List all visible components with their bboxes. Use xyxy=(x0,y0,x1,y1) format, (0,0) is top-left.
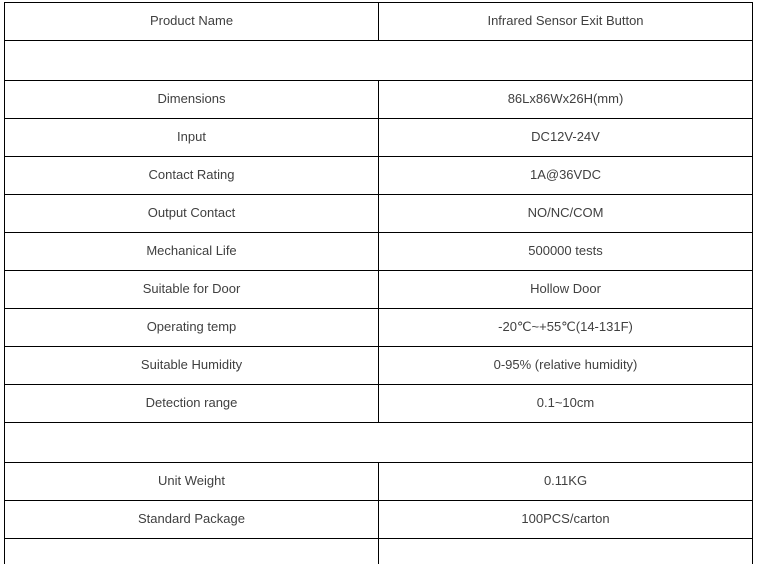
spec-label-cell: Dimensions xyxy=(5,81,379,119)
spec-label-cell: Detection range xyxy=(5,385,379,423)
table-row xyxy=(5,119,753,157)
table-row xyxy=(5,195,753,233)
table-row xyxy=(5,463,753,501)
table-spacer-cell xyxy=(5,423,753,463)
spec-value-cell: 500000 tests xyxy=(379,233,753,271)
spec-label-cell: Unit Weight xyxy=(5,463,379,501)
table-row xyxy=(5,3,753,41)
spec-value-cell: 0-95% (relative humidity) xyxy=(379,347,753,385)
spec-label-cell: Contact Rating xyxy=(5,157,379,195)
table-row xyxy=(5,539,753,564)
spec-value-cell: Hollow Door xyxy=(379,271,753,309)
spec-value-cell: 86Lx86Wx26H(mm) xyxy=(379,81,753,119)
spec-label-cell: Standard Package xyxy=(5,501,379,539)
table-row xyxy=(5,309,753,347)
spec-value-cell: 1A@36VDC xyxy=(379,157,753,195)
table-row xyxy=(5,41,753,81)
spec-value-cell: Infrared Sensor Exit Button xyxy=(379,3,753,41)
table-body xyxy=(5,3,753,564)
spec-label-cell: Output Contact xyxy=(5,195,379,233)
spec-value-cell: DC12V-24V xyxy=(379,119,753,157)
product-specification-table xyxy=(4,2,753,564)
spec-value-cell: 0.1~10cm xyxy=(379,385,753,423)
spec-label-cell: Product Name xyxy=(5,3,379,41)
table-row xyxy=(5,271,753,309)
spec-value-cell: 100PCS/carton xyxy=(379,501,753,539)
table-row xyxy=(5,347,753,385)
table-row xyxy=(5,233,753,271)
spec-label-cell: Mechanical Life xyxy=(5,233,379,271)
spec-value-cell: -20℃~+55℃(14-131F) xyxy=(379,309,753,347)
spec-label-cell: Suitable for Door xyxy=(5,271,379,309)
table-row xyxy=(5,385,753,423)
table-row xyxy=(5,423,753,463)
table-spacer-cell xyxy=(5,41,753,81)
spec-value-cell: NO/NC/COM xyxy=(379,195,753,233)
spec-value-cell xyxy=(379,539,753,564)
table-row xyxy=(5,81,753,119)
spec-label-cell xyxy=(5,539,379,564)
spec-label-cell: Suitable Humidity xyxy=(5,347,379,385)
table-row xyxy=(5,501,753,539)
spec-label-cell: Operating temp xyxy=(5,309,379,347)
spec-label-cell: Input xyxy=(5,119,379,157)
spec-value-cell: 0.11KG xyxy=(379,463,753,501)
table-row xyxy=(5,157,753,195)
